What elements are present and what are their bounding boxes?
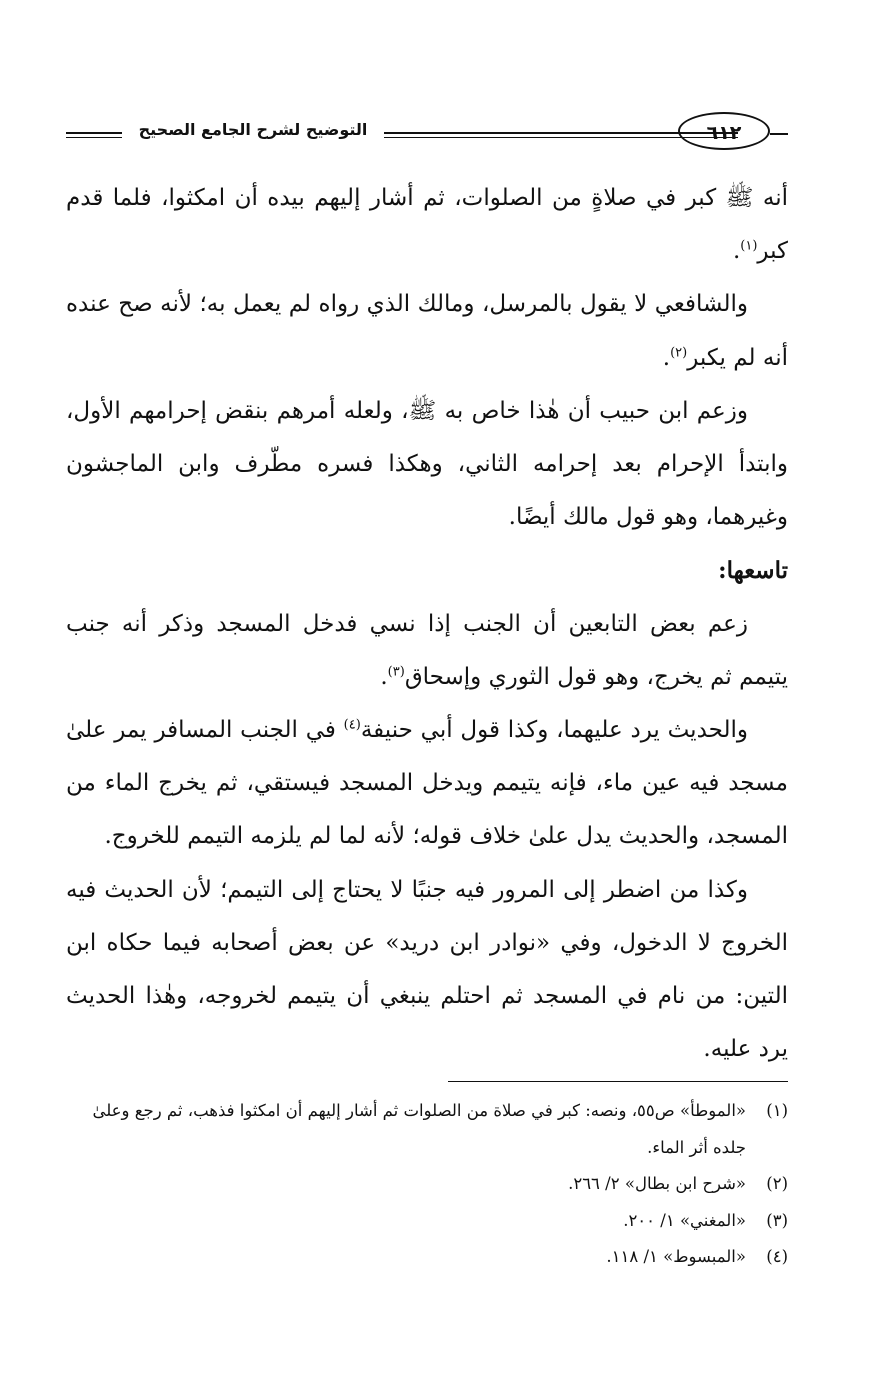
heading-text: تاسعها: [718,557,788,585]
footnote-ref-1[interactable]: (١) [740,238,758,254]
running-header [66,112,788,154]
section-heading [66,544,788,597]
paragraph-end: . [380,663,388,690]
footnote-ref-4[interactable]: (٤) [343,717,361,733]
footnote-number: (٢) [766,1174,788,1194]
paragraph-3 [66,385,788,545]
header-rule-right [770,133,788,135]
footnote-text: «شرح ابن بطال» ٢/ ٢٦٦. [568,1174,746,1194]
footnote-text: «الموطأ» ص٥٥، ونصه: كبر في صلاة من الصلوات ثم أشار إليهم أن امكثوا فذهب، ثم رجع وعلىٰ جلده أثر الماء. [92,1101,746,1157]
footnote-text: «المغني» ١/ ٢٠٠. [623,1210,746,1230]
footnote-4 [66,1239,788,1276]
footnote-ref-3[interactable]: (٣) [387,664,405,680]
page-number: ٦١٢ [678,112,770,150]
main-text [66,172,788,1076]
paragraph-6 [66,864,788,1077]
header-rule-left [66,132,122,138]
footnote-separator [448,1081,788,1082]
footnotes [66,1093,788,1276]
footnote-text: «المبسوط» ١/ ١١٨. [606,1247,746,1267]
footnote-1 [66,1093,788,1166]
paragraph-text: وزعم ابن حبيب أن هٰذا خاص به ﷺ، ولعله أمرهم بنقض إحرامهم الأول، وابتدأ الإحرام بعد إحرامه الثاني، وهكذا فسره مطّرف وابن الماجشون وغيرهما، وهو قول مالك أيضًا. [66,397,788,531]
paragraph-2 [66,278,788,384]
paragraph-4 [66,598,788,704]
paragraph-text: والحديث يرد عليهما، وكذا قول أبي حنيفة [360,717,749,744]
paragraph-text: وكذا من اضطر إلى المرور فيه جنبًا لا يحتاج إلى التيمم؛ لأن الحديث فيه الخروج لا الدخول، وفي «نوادر ابن دريد» عن بعض أصحابه فيما حكاه ابن التين: من نام في المسجد ثم احتلم ينبغي أن يتيمم لخروجه، وهٰذا الحديث يرد عليه. [66,876,788,1063]
paragraph-end: في الجنب المسافر يمر علىٰ مسجد فيه عين ماء، فإنه يتيمم ويدخل المسجد فيستقي، ثم يخرج الماء من المسجد، والحديث يدل علىٰ خلاف قوله؛ لأنه لما لم يلزمه التيمم للخروج. [66,717,788,850]
paragraph-end: . [732,238,741,265]
paragraph-text: زعم بعض التابعين أن الجنب إذا نسي فدخل المسجد وذكر أنه جنب يتيمم ثم يخرج، وهو قول الثوري وإسحاق [66,610,788,690]
footnote-ref-2[interactable]: (٢) [670,344,688,360]
footnote-3 [66,1203,788,1240]
paragraph-1 [66,172,788,278]
footnote-number: (٣) [766,1210,788,1230]
book-title: التوضيح لشرح الجامع الصحيح [138,120,368,139]
paragraph-end: . [662,344,671,371]
footnote-number: (١) [766,1101,788,1120]
footnote-2 [66,1166,788,1203]
paragraph-text: أنه ﷺ كبر في صلاةٍ من الصلوات، ثم أشار إليهم بيده أن امكثوا، فلما قدم كبر [66,185,788,265]
paragraph-5 [66,704,788,864]
footnote-number: (٤) [766,1247,788,1267]
paragraph-text: والشافعي لا يقول بالمرسل، ومالك الذي رواه لم يعمل به؛ لأنه صح عنده أنه لم يكبر [66,291,788,371]
